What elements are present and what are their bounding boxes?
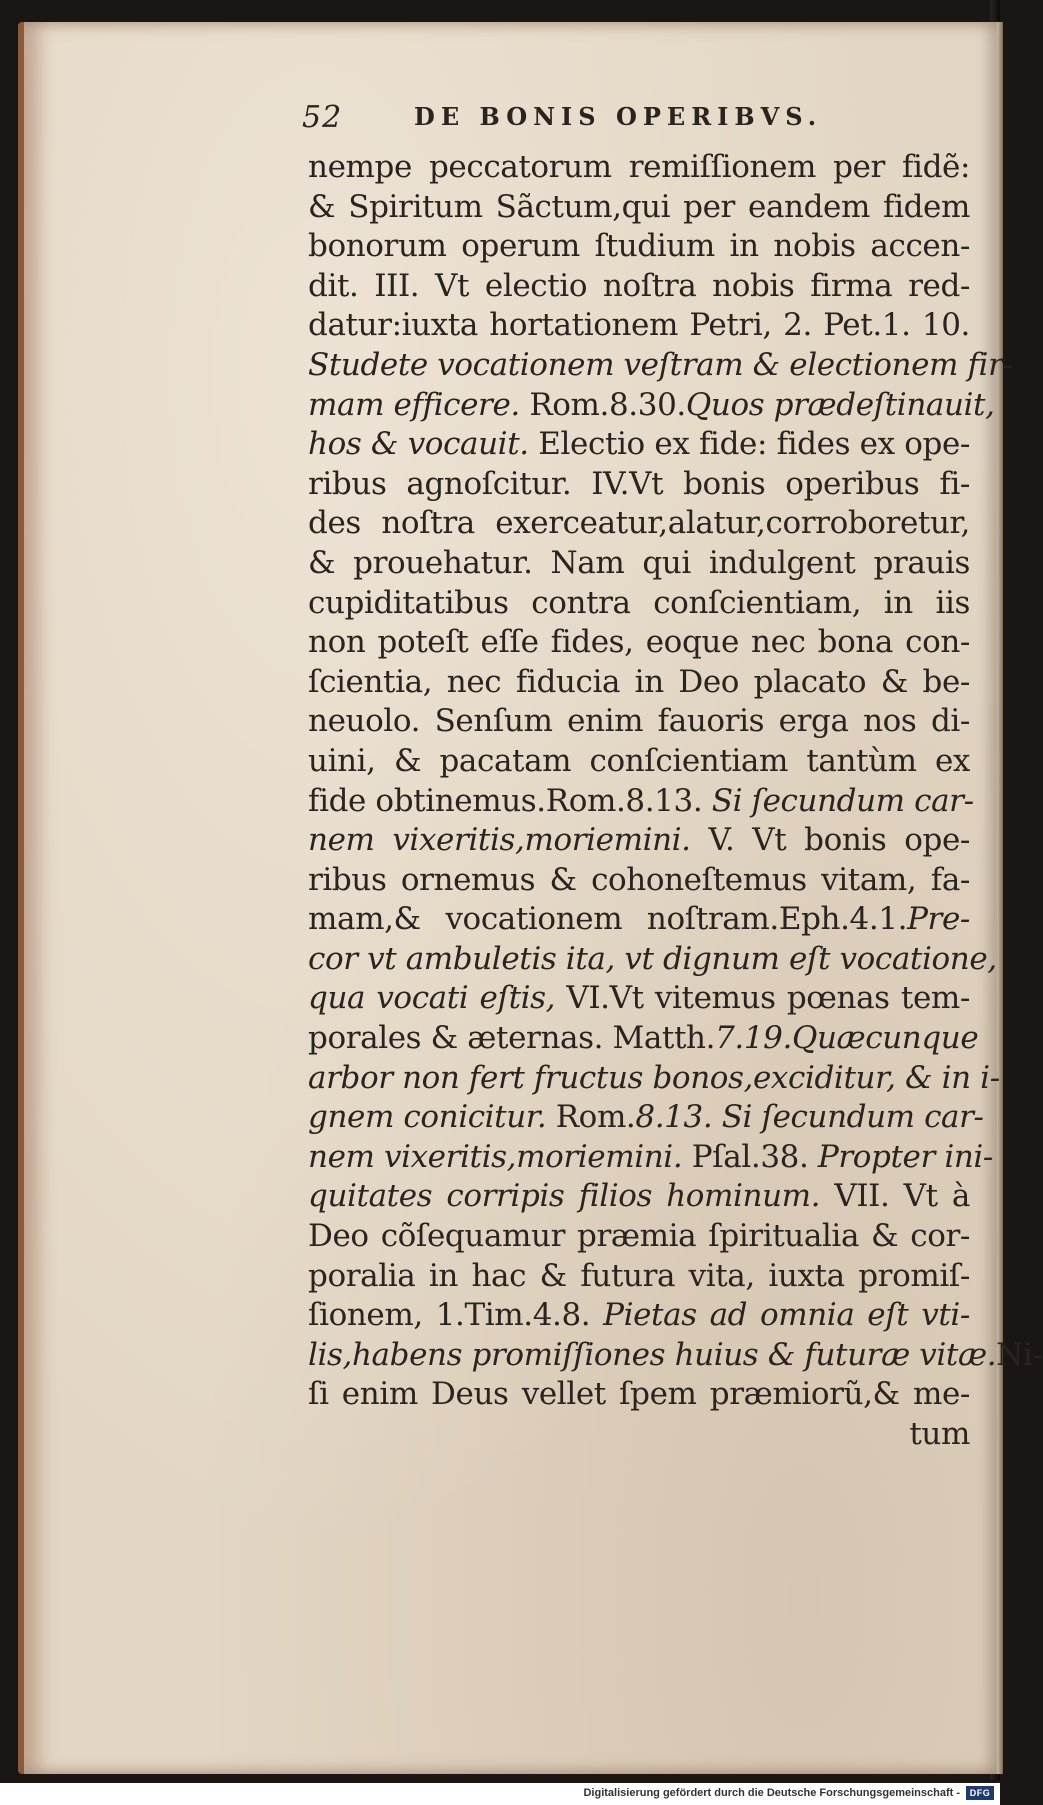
text-line (308, 742, 970, 782)
text-segment: ribus agnoſcitur. IV.Vt bonis operibus fi- (308, 465, 970, 502)
text-line (308, 346, 1013, 386)
text-segment: des noſtra exerceatur,alatur,corroboretur, (308, 505, 970, 542)
text-line (308, 1336, 1043, 1376)
text-line (308, 584, 970, 624)
text-line (308, 782, 974, 822)
text-line (308, 861, 970, 901)
text-line (308, 1019, 979, 1059)
text-line (308, 188, 970, 228)
italic-text-segment: cor vt ambuletis ita, vt dignum eſt vocatione, (308, 940, 997, 977)
text-segment: VI.Vt vitemus pœnas tem- (555, 980, 970, 1017)
text-line (308, 663, 970, 703)
italic-text-segment: nem vixeritis,moriemini. (308, 1138, 683, 1175)
text-line (308, 386, 995, 426)
italic-text-segment: mam efficere. (308, 386, 520, 423)
running-title: DE BONIS OPERIBVS. (414, 102, 823, 131)
text-segment: Ni- (996, 1336, 1043, 1373)
italic-text-segment: hos & vocauit. (308, 426, 529, 463)
italic-text-segment: gnem conicitur. (308, 1099, 547, 1136)
text-line (308, 1177, 970, 1217)
text-line (308, 148, 970, 188)
text-segment: poralia in hac & futura vita, iuxta promiſ- (308, 1257, 970, 1294)
italic-text-segment: 8.13. Si ſecundum car- (635, 1099, 984, 1136)
text-line (308, 267, 970, 307)
text-segment: Pſal.38. (682, 1138, 818, 1175)
page-number: 52 (302, 100, 343, 135)
text-segment: ſcientia, nec fiducia in Deo placato & be- (308, 663, 970, 700)
text-segment: V. Vt bonis ope- (690, 822, 970, 859)
text-segment: ribus ornemus & cohoneſtemus vitam, fa- (308, 861, 970, 898)
text-line (308, 544, 970, 584)
text-segment: & prouehatur. Nam qui indulgent prauis (308, 544, 970, 581)
text-segment: fide obtinemus.Rom.8.13. (308, 782, 712, 819)
text-segment: ſi enim Deus vellet ſpem præmiorũ,& me- (308, 1376, 970, 1413)
text-segment: uini, & pacatam conſcientiam tantùm ex (308, 742, 970, 779)
text-line (308, 1059, 1000, 1099)
text-segment: datur:iuxta hortationem Petri, 2. Pet.1. 10. (308, 307, 970, 344)
italic-text-segment: qua vocati eſtis, (308, 980, 556, 1017)
text-line (308, 1296, 970, 1336)
italic-text-segment: lis,habens promiſſiones huius & futuræ vitæ. (308, 1336, 997, 1373)
italic-text-segment: nem vixeritis,moriemini. (308, 822, 691, 859)
text-line (308, 306, 970, 346)
catchword: tum (909, 1416, 970, 1452)
italic-text-segment: 7.19.Quæcunque (715, 1020, 979, 1057)
footer-bar (0, 1783, 1000, 1805)
text-line (308, 979, 970, 1019)
italic-text-segment: Si ſecundum car- (711, 782, 974, 819)
text-line (308, 821, 970, 861)
body-text (308, 148, 1043, 1455)
text-segment: Rom. (546, 1099, 636, 1136)
dfg-logo-icon: DFG (966, 1786, 994, 1800)
text-segment: mam,& vocationem noſtram.Eph.4.1. (308, 901, 908, 938)
italic-text-segment: quitates corripis filios hominum. (308, 1178, 821, 1215)
page-edge (997, 22, 1003, 1774)
text-segment: dit. III. Vt electio noſtra nobis firma red- (308, 267, 970, 304)
text-segment: non poteſt eſſe fides, eoque nec bona con- (308, 624, 970, 661)
text-line (308, 1098, 984, 1138)
text-segment: porales & æternas. Matth. (308, 1020, 716, 1057)
footer-credit: Digitalisierung gefördert durch die Deutsche Forschungsgemeinschaft - (583, 1787, 960, 1799)
text-line (308, 623, 970, 663)
text-line (308, 465, 970, 505)
italic-text-segment: Studete vocationem veſtram & electionem fir- (308, 346, 1013, 383)
text-line (308, 1375, 970, 1415)
text-line (308, 1217, 970, 1257)
text-segment: Deo cõſequamur præmia ſpiritualia & cor- (308, 1218, 970, 1255)
text-line (308, 1138, 994, 1178)
text-line (308, 504, 970, 544)
italic-text-segment: arbor non fert fructus bonos,exciditur, & in i- (308, 1059, 1000, 1096)
text-segment: bonorum operum ſtudium in nobis accen- (308, 228, 970, 265)
text-line (308, 940, 997, 980)
text-segment: Rom.8.30. (519, 386, 686, 423)
italic-text-segment: Propter ini- (817, 1138, 994, 1175)
text-line (308, 900, 970, 940)
text-segment: nempe peccatorum remiſſionem per fidẽ: (308, 149, 970, 185)
text-line (308, 1257, 970, 1297)
text-segment: cupiditatibus contra conſcientiam, in iis (308, 584, 970, 621)
text-segment: VII. Vt à (820, 1178, 970, 1215)
text-line (308, 425, 970, 465)
running-head (302, 100, 862, 140)
italic-text-segment: Pre- (907, 901, 970, 938)
text-segment: ſionem, 1.Tim.4.8. (308, 1297, 604, 1334)
italic-text-segment: Pietas ad omnia eſt vti- (603, 1297, 970, 1334)
text-line (308, 227, 970, 267)
text-line (308, 702, 970, 742)
text-segment: & Spiritum Sãctum,qui per eandem fidem (308, 188, 970, 225)
text-segment: Electio ex fide: fides ex ope- (528, 426, 970, 463)
text-segment: neuolo. Senſum enim fauoris erga nos di- (308, 703, 970, 740)
italic-text-segment: Quos prædeſtinauit, (685, 386, 995, 423)
